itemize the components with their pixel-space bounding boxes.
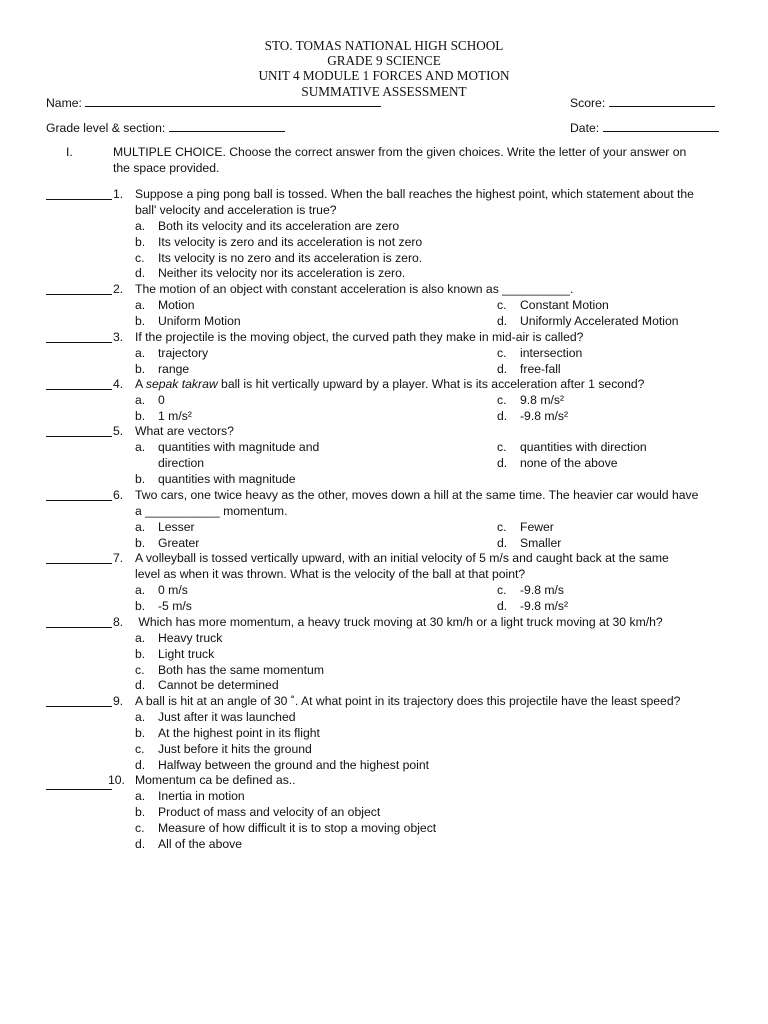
grade-section-label: Grade level & section: (46, 121, 166, 135)
stem-line: If the projectile is the moving object, the curved path they make in mid-air is called? (135, 330, 584, 344)
date-field (570, 120, 719, 136)
question-stem (135, 423, 725, 439)
question-stem (135, 487, 725, 519)
answer-blank[interactable] (46, 329, 112, 343)
stem-line: What are vectors? (135, 424, 234, 438)
question-number: 4. (113, 377, 124, 391)
date-label: Date: (570, 121, 600, 135)
stem-line: Momentum ca be defined as.. (135, 773, 296, 787)
school-name: STO. TOMAS NATIONAL HIGH SCHOOL (264, 38, 504, 53)
answer-blank[interactable] (46, 376, 112, 390)
question-stem (135, 186, 725, 218)
stem-line: Two cars, one twice heavy as the other, moves down a hill at the same time. The heavier car would have (135, 488, 699, 502)
stem-line: a ___________ momentum. (135, 504, 288, 518)
question-stem (135, 772, 725, 788)
score-blank[interactable] (609, 95, 715, 107)
name-blank[interactable] (85, 95, 381, 107)
answer-blank[interactable] (46, 487, 112, 501)
question-number: 7. (113, 551, 124, 565)
answer-blank[interactable] (46, 776, 112, 790)
grade-title: GRADE 9 SCIENCE (327, 53, 441, 69)
answer-blank[interactable] (46, 186, 112, 200)
unit-title: UNIT 4 MODULE 1 FORCES AND MOTION (258, 68, 510, 84)
question-stem (135, 693, 725, 709)
question-number: 1. (113, 187, 124, 201)
stem-line: A volleyball is tossed vertically upward, with an initial velocity of 5 m/s and caught back at the same (135, 551, 669, 565)
stem-line: Which has more momentum, a heavy truck moving at 30 km/h or a light truck moving at 30 km/h? (135, 615, 663, 629)
instructions-line-2: the space provided. (113, 161, 220, 175)
question-stem (135, 281, 725, 297)
question-stem (135, 614, 725, 630)
score-label: Score: (570, 96, 606, 110)
question-number: 3. (113, 330, 124, 344)
question-number: 5. (113, 424, 124, 438)
score-field (570, 95, 715, 111)
question-stem: A sepak takraw ball is hit vertically upward by a player. What is its acceleration after 1 second? (135, 377, 645, 391)
stem-line: ball' velocity and acceleration is true? (135, 203, 337, 217)
instructions-line-1: MULTIPLE CHOICE. Choose the correct answer from the given choices. Write the letter of your answer on (113, 145, 687, 159)
stem-line: A ball is hit at an angle of 30 ˚. At what point in its trajectory does this projectile have the least speed? (135, 694, 681, 708)
question-number: 2. (113, 282, 124, 296)
answer-blank[interactable] (46, 550, 112, 564)
stem-line: The motion of an object with constant acceleration is also known as __________. (135, 282, 574, 296)
answer-blank[interactable] (46, 423, 112, 437)
grade-section-blank[interactable] (169, 120, 285, 132)
date-blank[interactable] (603, 120, 719, 132)
question-number: 6. (113, 488, 124, 502)
answer-blank[interactable] (46, 693, 112, 707)
name-field (46, 95, 381, 111)
question-number: 9. (113, 694, 124, 708)
assessment-title: SUMMATIVE ASSESSMENT (301, 83, 467, 99)
answer-blank[interactable] (46, 281, 112, 295)
stem-line: level as when it was thrown. What is the velocity of the ball at that point? (135, 567, 526, 581)
question-number: 10. (108, 773, 125, 787)
grade-section-field (46, 120, 285, 136)
section-instructions (113, 144, 733, 176)
answer-blank[interactable] (46, 614, 112, 628)
document-header (0, 38, 768, 99)
sport-name: sepak takraw (145, 377, 218, 391)
question-number: 8. (113, 615, 124, 629)
stem-line: Suppose a ping pong ball is tossed. When the ball reaches the highest point, which statement about the (135, 187, 694, 201)
question-stem (135, 329, 725, 345)
question-stem (135, 550, 725, 582)
section-numeral: I. (66, 145, 73, 159)
name-label: Name: (46, 96, 82, 110)
